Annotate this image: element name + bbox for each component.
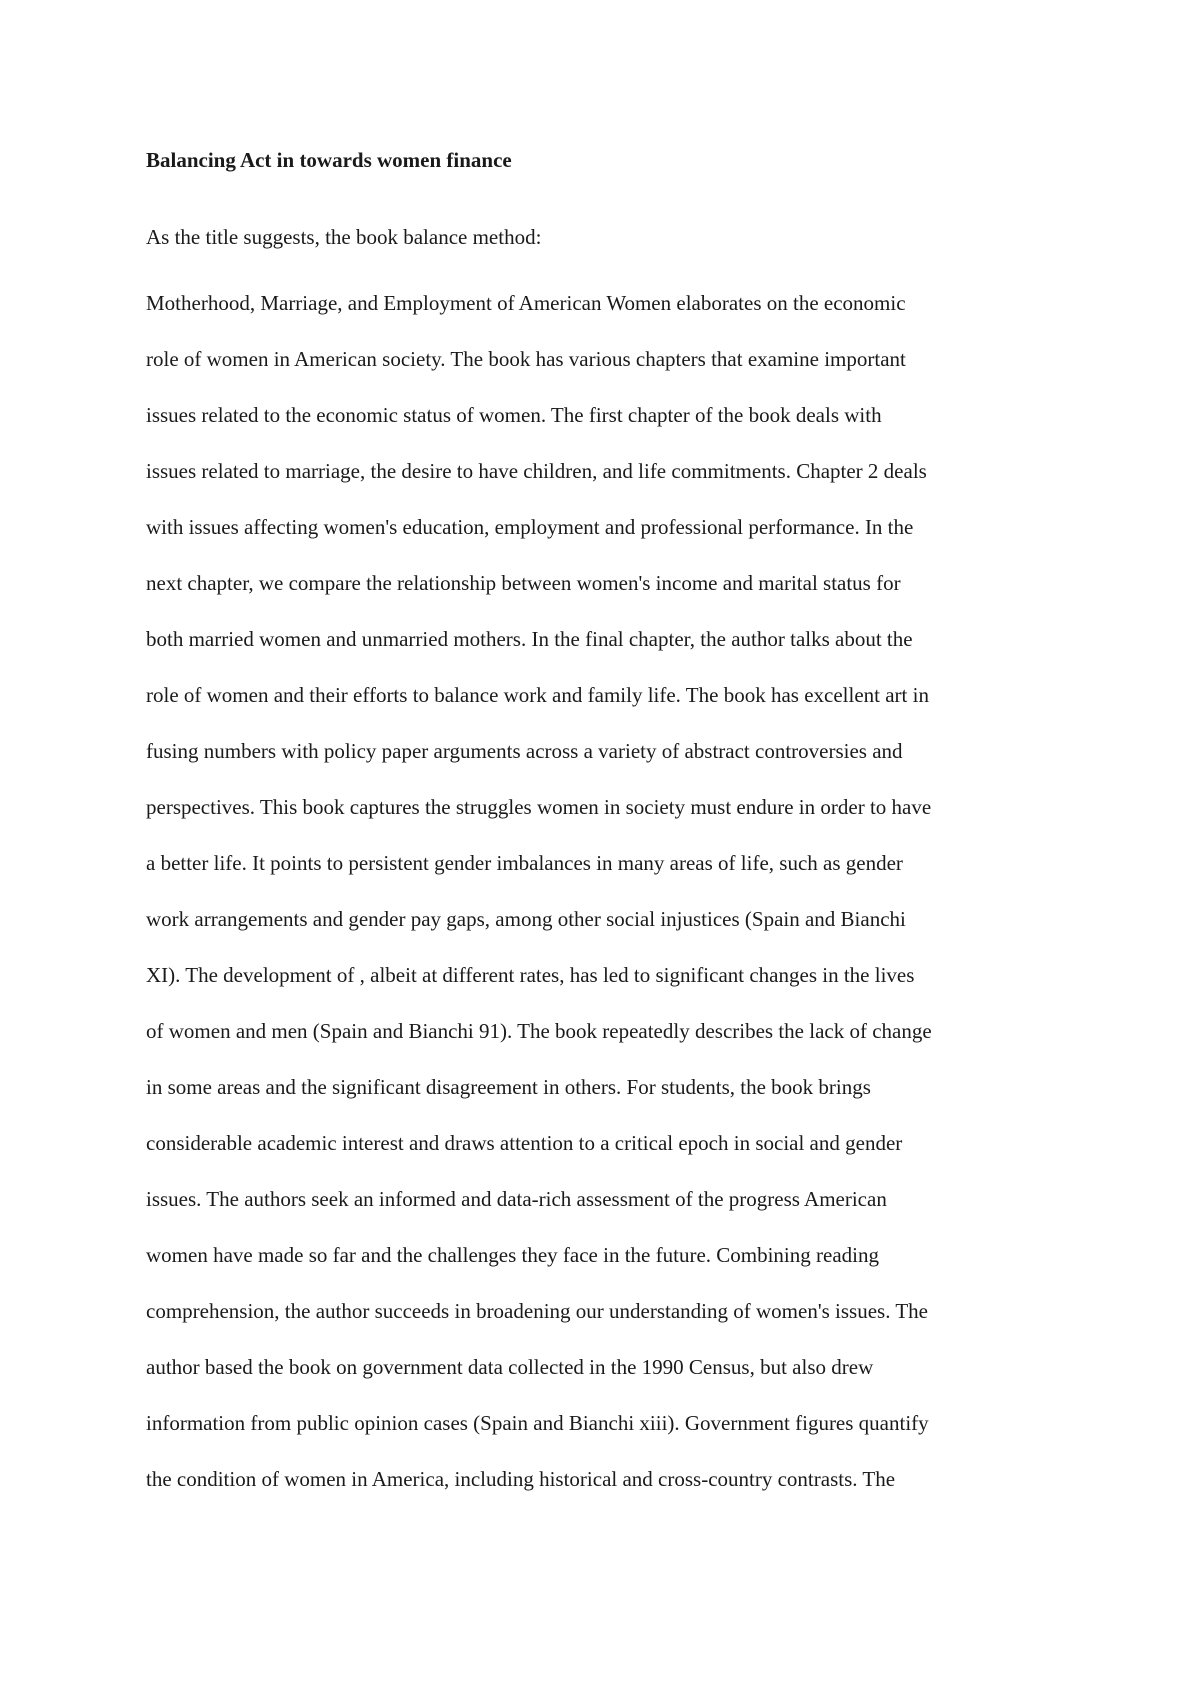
body-line: role of women and their efforts to balance work and family life. The book has excellent art in xyxy=(146,683,929,707)
body-text xyxy=(146,289,1076,1521)
intro-line: As the title suggests, the book balance method: xyxy=(146,225,542,249)
body-line: comprehension, the author succeeds in broadening our understanding of women's issues. The xyxy=(146,1299,928,1323)
document-title: Balancing Act in towards women finance xyxy=(146,148,512,172)
body-line: issues related to marriage, the desire to have children, and life commitments. Chapter 2 deals xyxy=(146,459,927,483)
body-line: the condition of women in America, including historical and cross-country contrasts. The xyxy=(146,1467,896,1491)
body-line: a better life. It points to persistent gender imbalances in many areas of life, such as gender xyxy=(146,851,903,875)
body-line: Motherhood, Marriage, and Employment of American Women elaborates on the economic xyxy=(146,291,906,315)
body-line: with issues affecting women's education, employment and professional performance. In the xyxy=(146,515,914,539)
body-line: perspectives. This book captures the struggles women in society must endure in order to have xyxy=(146,795,932,819)
body-line: of women and men (Spain and Bianchi 91). The book repeatedly describes the lack of change xyxy=(146,1019,932,1043)
body-line: information from public opinion cases (Spain and Bianchi xiii). Government figures quantify xyxy=(146,1411,929,1435)
body-line: role of women in American society. The book has various chapters that examine important xyxy=(146,347,906,371)
body-line: next chapter, we compare the relationship between women's income and marital status for xyxy=(146,571,901,595)
body-line: issues related to the economic status of women. The first chapter of the book deals with xyxy=(146,403,882,427)
body-line: women have made so far and the challenges they face in the future. Combining reading xyxy=(146,1243,879,1267)
body-line: considerable academic interest and draws attention to a critical epoch in social and gender xyxy=(146,1131,903,1155)
body-line: work arrangements and gender pay gaps, among other social injustices (Spain and Bianchi xyxy=(146,907,906,931)
body-line: fusing numbers with policy paper arguments across a variety of abstract controversies and xyxy=(146,739,903,763)
body-line: author based the book on government data collected in the 1990 Census, but also drew xyxy=(146,1355,874,1379)
body-line: both married women and unmarried mothers. In the final chapter, the author talks about the xyxy=(146,627,913,651)
body-line: XI). The development of , albeit at different rates, has led to significant changes in the lives xyxy=(146,963,915,987)
body-line: in some areas and the significant disagreement in others. For students, the book brings xyxy=(146,1075,871,1099)
body-line: issues. The authors seek an informed and data-rich assessment of the progress American xyxy=(146,1187,887,1211)
